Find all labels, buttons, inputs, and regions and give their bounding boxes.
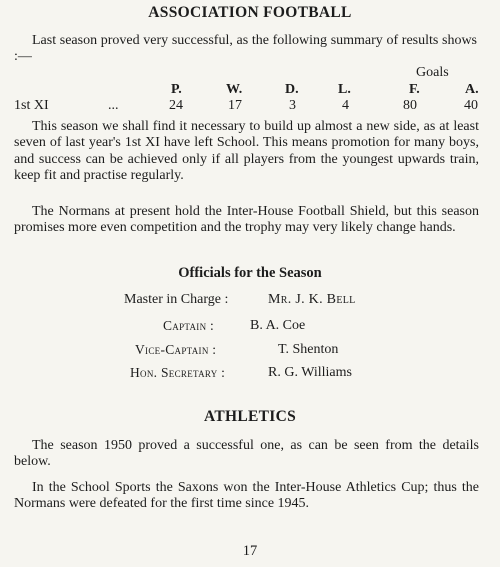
value-for: 80	[403, 98, 417, 113]
row-dots: ...	[108, 98, 119, 113]
col-against: A.	[465, 82, 479, 97]
goals-label: Goals	[416, 65, 449, 80]
col-for: F.	[409, 82, 420, 97]
page-number: 17	[242, 543, 258, 559]
master-label: Master in Charge :	[124, 292, 229, 307]
athletics-heading: ATHLETICS	[204, 408, 296, 425]
athletics-paragraph-1: The season 1950 proved a successful one, as can be seen from the details below.	[14, 438, 479, 470]
value-against: 40	[464, 98, 478, 113]
secretary-name: R. G. Williams	[268, 365, 352, 380]
football-paragraph-1: This season we shall find it necessary to build up almost a new side, as at least seven of last year's 1st XI have left School. This means promotion for many boys, and success can be achieved only if all players from the youngest upwards train, keep fit and practise regularly.	[14, 119, 479, 184]
col-lost: L.	[338, 82, 351, 97]
secretary-label: Hon. Secretary :	[130, 365, 226, 380]
results-table	[0, 60, 500, 113]
col-drawn: D.	[285, 82, 299, 97]
col-won: W.	[226, 82, 243, 97]
value-played: 24	[169, 98, 183, 113]
value-lost: 4	[342, 98, 349, 113]
football-paragraph-2: The Normans at present hold the Inter-House Football Shield, but this season promises more even competition and the trophy may very likely change hands.	[14, 204, 479, 236]
col-played: P.	[171, 82, 182, 97]
athletics-paragraph-2: In the School Sports the Saxons won the Inter-House Athletics Cup; thus the Normans were defeated for the first time since 1945.	[14, 480, 479, 512]
officials-heading: Officials for the Season	[178, 265, 322, 281]
row-team: 1st XI	[14, 98, 49, 113]
football-heading: ASSOCIATION FOOTBALL	[148, 4, 352, 21]
vice-captain-label: Vice-Captain :	[135, 342, 217, 357]
vice-captain-name: T. Shenton	[278, 342, 339, 357]
value-drawn: 3	[289, 98, 296, 113]
master-name: Mr. J. K. Bell	[268, 292, 356, 307]
value-won: 17	[228, 98, 242, 113]
football-intro: Last season proved very successful, as the following summary of results shows :—	[14, 33, 477, 65]
captain-label: Captain :	[163, 318, 215, 333]
captain-name: B. A. Coe	[250, 318, 306, 333]
